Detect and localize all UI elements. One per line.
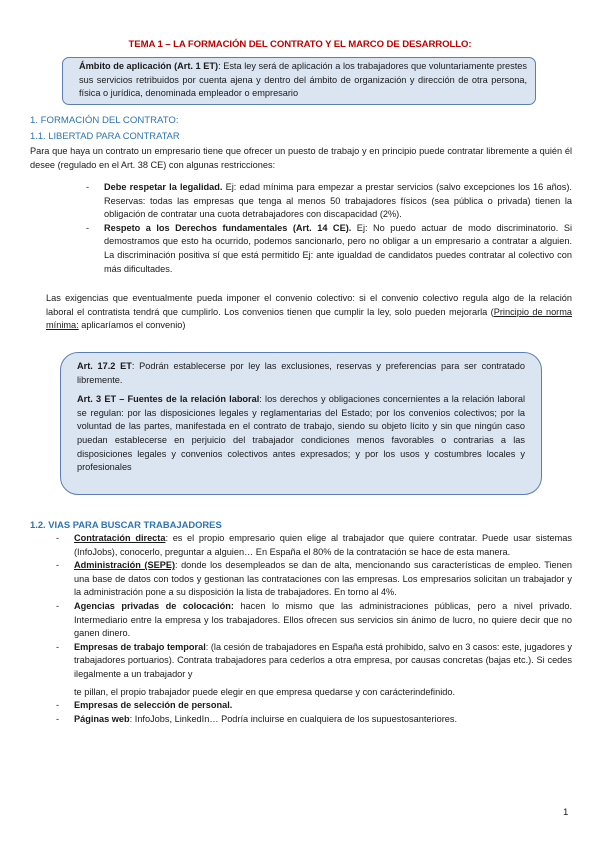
dash-bullet: -: [56, 533, 60, 543]
dash-bullet: -: [86, 222, 90, 233]
articles-box: [60, 352, 542, 495]
document-title: TEMA 1 – LA FORMACIÓN DEL CONTRATO Y EL MARCO DE DESARROLLO:: [128, 39, 472, 50]
item-text: : InfoJobs, LinkedIn… Podría incluirse en cualquiera de los supuestosanteriores.: [129, 713, 458, 724]
intro-paragraph: Para que haya un contrato un empresario tiene que ofrecer un puesto de trabajo y en principio puede contratar libremente a quién él desee (regulado en el Art. 38 CE) con algunas restricciones:: [30, 146, 572, 170]
dash-bullet: -: [56, 641, 60, 652]
item-label: Páginas web: [74, 713, 130, 724]
ambito-text: : Esta ley será de aplicación a los trabajadores que voluntariamente prestes sus servicios retribuidos por cuenta ajena y dentro del ámbito de organización y dirección de otra persona, física o jurídica, denominada empleador o empresario: [79, 61, 527, 99]
list-item: [56, 600, 572, 641]
item-label: Contratación directa: [74, 533, 166, 543]
list-item: [86, 181, 572, 222]
art-17-paragraph: [77, 360, 525, 387]
item-text: : (la cesión de trabajadores en España está prohibido, salvo en 3 casos: este, jugadores y trabajadores portuarios). Contrata trabajadores para cederlos a otra empresa, por causas concretas (bajas etc.). Si cedes ilegalmente a un trabajador y: [74, 641, 572, 679]
vias-list: [56, 532, 572, 726]
restricciones-list: [86, 181, 572, 276]
exigencias-tail: aplicaríamos el convenio): [78, 320, 186, 331]
item-text: Ej: No puedo actuar de modo discriminatorio. Si demostramos que esto ha ocurrido, podemos sancionarlo, pero no obligar a un empresario a contratar a alguien. La discriminación positiva sí que está permitido Ej: ante igualdad de candidatos puedes contratar al colectivo con más dificultades.: [104, 222, 572, 274]
item-label: Agencias privadas de colocación:: [74, 600, 234, 611]
ambito-label: Ámbito de aplicación (Art. 1 ET): [79, 61, 219, 71]
item-text: te pillan, el propio trabajador puede elegir en que empresa quedarse y con carácterindefinido.: [74, 686, 456, 697]
art-3-paragraph: [77, 393, 525, 475]
art-17-text: : Podrán establecerse por ley las exclusiones, reservas y preferencias para ser contratado libremente.: [77, 361, 525, 385]
ambito-box: [62, 57, 536, 105]
exigencias-text: Las exigencias que eventualmente pueda imponer el convenio colectivo: si el convenio colectivo regula algo de la relación laboral el contratista tendrá que cumplirlo. Los convenios tienen que cumplir la ley, solo pueden mejorarla (: [46, 293, 572, 317]
principio-norma-minima: Principio de norma mínima:: [46, 306, 572, 331]
item-label: Empresas de selección de personal.: [74, 700, 233, 711]
list-item: [56, 713, 572, 727]
dash-bullet: -: [86, 182, 90, 192]
page-number: 1: [563, 807, 569, 818]
item-label: Empresas de trabajo temporal: [74, 641, 206, 652]
art-3-label: Art. 3 ET – Fuentes de la relación laboral: [77, 394, 260, 405]
item-text: Ej: edad mínima para empezar a prestar servicios (salvo excepciones los 16 años). Reservas: todas las empresas que tenga al menos 50 trabajadores físicos (sea pública o privada) tienen la obligación de contratar una cuota detrabajadores con discapacidad (2%).: [104, 182, 572, 220]
list-item: [56, 699, 572, 713]
item-text: hacen lo mismo que las administraciones públicas, pero a nivel privado. Intermediario entre la empresa y los trabajadores. Ellos ofrecen sus servicios sin ánimo de lucro, no quiere decir que no ganen dinero.: [74, 600, 572, 639]
section-1-2-heading: 1.2. VIAS PARA BUSCAR TRABAJADORES: [30, 519, 222, 530]
item-text: : es el propio empresario quien elige al trabajador que quiere contratar. Puede usar sistemas (InfoJobs), conocerlo, preguntar a alguien… En España el 80% de la contratación se hace de esta manera.: [74, 533, 572, 557]
list-continuation: [56, 686, 572, 700]
dash-bullet: -: [56, 600, 60, 611]
dash-bullet: -: [56, 700, 60, 711]
section-1-1-heading: 1.1. LIBERTAD PARA CONTRATAR: [30, 130, 180, 141]
item-text: : donde los desempleados se dan de alta, mencionando sus características de empleo. Tienen una base de datos con todos y gestionan las contrataciones con las empresas. Los empresarios solicitan un trabajador y la administración pone a su disposición la lista de trabajadores. En torno al 4%.: [74, 560, 572, 598]
dash-bullet: -: [56, 560, 60, 571]
dash-bullet: -: [56, 713, 60, 724]
art-17-label: Art. 17.2 ET: [77, 361, 132, 371]
item-label: Debe respetar la legalidad.: [104, 182, 223, 192]
exigencias-paragraph: [46, 292, 572, 333]
list-item: [56, 532, 572, 559]
item-label: Respeto a los Derechos fundamentales (Art. 14 CE).: [104, 222, 352, 233]
list-item: [56, 641, 572, 682]
section-1-heading: 1. FORMACIÓN DEL CONTRATO:: [30, 115, 179, 126]
list-item: [56, 559, 572, 600]
item-label: Administración (SEPE): [74, 560, 176, 571]
list-item: [86, 222, 572, 276]
art-3-text: : los derechos y obligaciones concernientes a la relación laboral se regulan: por las disposiciones legales y reglamentarias del Estado; por los convenios colectivos; por la voluntad de las partes, manifestada en el contrato de trabajo, siendo su objeto lícito y sin que ningún caso puedan establecerse en perjuicio del trabajador condiciones menos favorables o contrarias a las disposiciones legales y convenios colectivos antes expresados; y por los usos y costumbres locales y profesionales: [77, 394, 525, 473]
